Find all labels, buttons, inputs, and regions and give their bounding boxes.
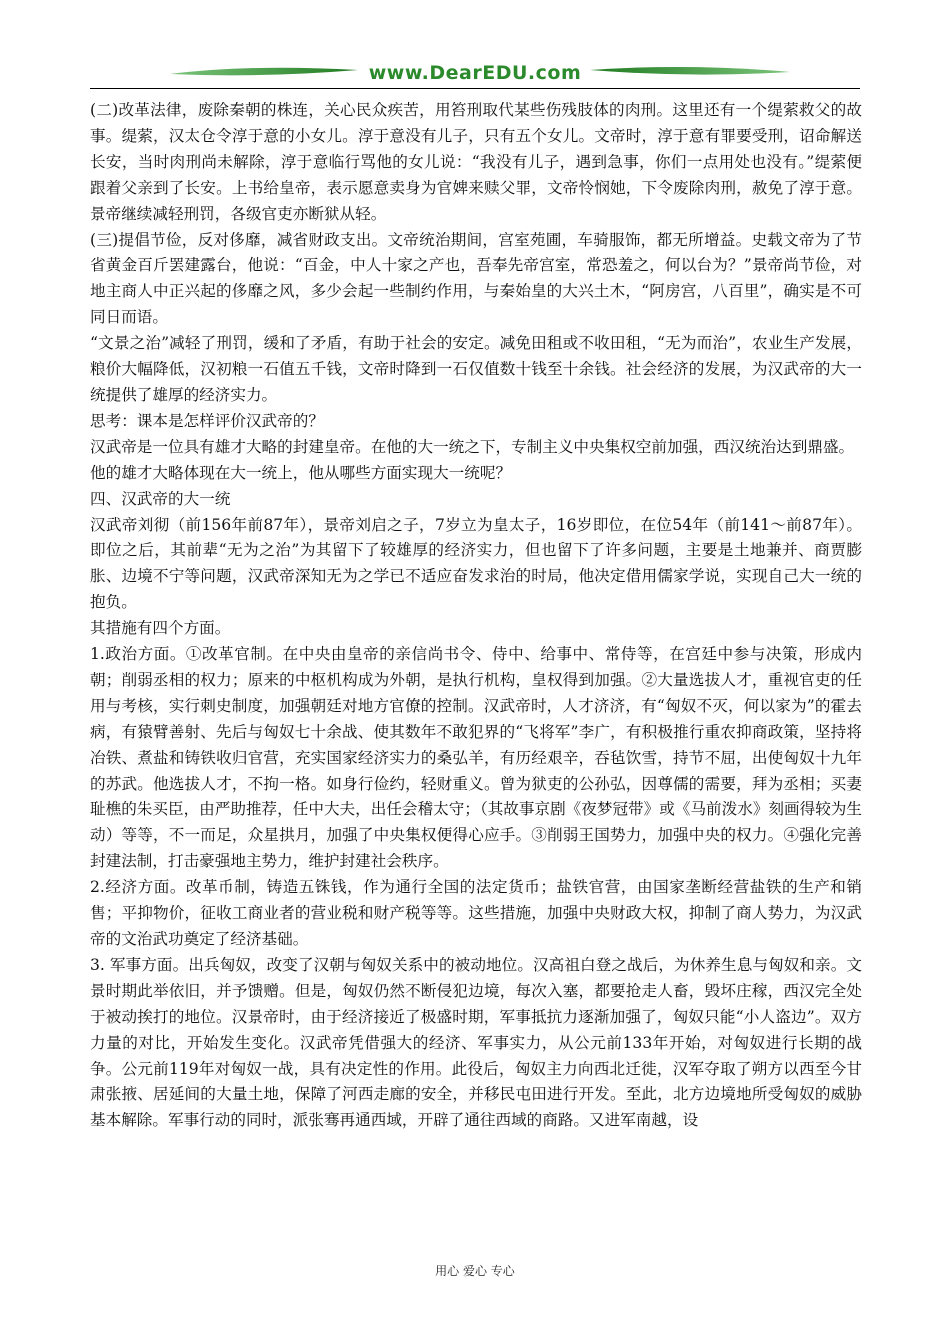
header-divider <box>90 88 860 89</box>
paragraph: 思考：课本是怎样评价汉武帝的？ <box>90 411 324 430</box>
paragraph: 1.政治方面。①改革官制。在中央由皇帝的亲信尚书令、侍中、给事中、常侍等，在宫廷中参与决策，形成内朝；削弱丞相的权力；原来的中枢机构成为外朝，是执行机构，皇权得到加强。②大量选拔人才，重视官吏的任用与考核，实行刺史制度，加强朝廷对地方官僚的控制。汉武帝时，人才济济，有“匈奴不灭，何以家为”的霍去病，有猿臂善射、先后与匈奴七十余战、使其数年不敢犯界的“飞将军”李广，有积极推行重农抑商政策，坚持将冶铁、煮盐和铸铁收归官营，充实国家经济实力的桑弘羊，有历经艰辛，吞毡饮雪，持节不屈，出使匈奴十九年的苏武。他选拔人才，不拘一格。如身行俭约，轻财重义。曾为狱吏的公孙弘，因尊儒的需要，拜为丞相；买妻耻樵的朱买臣，由严助推荐，任中大夫，出任会稽太守；（其故事京剧《夜梦冠带》或《马前泼水》刻画得较为生动）等等，不一而足，众星拱月，加强了中央集权便得心应手。③削弱王国势力，加强中央的权力。④强化完善封建法制，打击豪强地主势力，维护封建社会秩序。 <box>90 645 862 871</box>
page-header <box>90 58 860 94</box>
document-body <box>90 98 862 1134</box>
paragraph: “文景之治”减轻了刑罚，缓和了矛盾，有助于社会的安定。减免田租或不收田租，“无为而治”，农业生产发展，粮价大幅降低，汉初粮一石值五千钱，文帝时降到一石仅值数十钱至十余钱。社会经济的发展，为汉武帝的大一统提供了雄厚的经济实力。 <box>90 334 862 404</box>
section-heading: 四、汉武帝的大一统 <box>90 489 231 508</box>
paragraph: 2.经济方面。改革币制，铸造五铢钱，作为通行全国的法定货币；盐铁官营，由国家垄断经营盐铁的生产和销售；平抑物价，征收工商业者的营业税和财产税等等。这些措施，加强中央财政大权，抑制了商人势力，为汉武帝的文治武功奠定了经济基础。 <box>90 878 862 948</box>
paragraph: (二)改革法律，废除秦朝的株连，关心民众疾苦，用笞刑取代某些伤残肢体的肉刑。这里还有一个缇萦救父的故事。缇萦，汉太仓令淳于意的小女儿。淳于意没有儿子，只有五个女儿。文帝时，淳于意有罪要受刑，诏命解送长安，当时肉刑尚未解除，淳于意临行骂他的女儿说：“我没有儿子，遇到急事，你们一点用处也没有。”缇萦便跟着父亲到了长安。上书给皇帝，表示愿意卖身为官婢来赎父罪，文帝怜悯她，下令废除肉刑，赦免了淳于意。景帝继续减轻刑罚，各级官吏亦断狱从轻。 <box>90 101 862 223</box>
site-logo-text: www.DearEDU.com <box>368 62 582 84</box>
paragraph: 3. 军事方面。出兵匈奴，改变了汉朝与匈奴关系中的被动地位。汉高祖白登之战后，为休养生息与匈奴和亲。文景时期此举依旧，并予馈赠。但是，匈奴仍然不断侵犯边境，每次入塞，都要抢走人畜，毁坏庄稼，西汉完全处于被动挨打的地位。汉景帝时，由于经济接近了极盛时期，军事抵抗力逐渐加强了，匈奴只能“小人盗边”。双方力量的对比，开始发生变化。汉武帝凭借强大的经济、军事实力，从公元前133年开始，对匈奴进行长期的战争。公元前119年对匈奴一战，具有决定性的作用。此役后，匈奴主力向西北迁徙，汉军夺取了朔方以西至今甘肃张掖、居延间的大量土地，保障了河西走廊的安全，并移民屯田进行开发。至此，北方边境地所受匈奴的威胁基本解除。军事行动的同时，派张骞再通西域，开辟了通往西域的商路。又进军南越，设 <box>90 955 862 1130</box>
page-footer: 用心 爱心 专心 <box>435 1264 515 1278</box>
paragraph: 他的雄才大略体现在大一统上，他从哪些方面实现大一统呢？ <box>90 463 512 482</box>
paragraph: 汉武帝是一位具有雄才大略的封建皇帝。在他的大一统之下，专制主义中央集权空前加强，西汉统治达到鼎盛。 <box>90 437 855 456</box>
paragraph: 汉武帝刘彻（前156年前87年），景帝刘启之子，7岁立为皇太子，16岁即位，在位54年（前141～前87年）。即位之后，其前辈“无为之治”为其留下了较雄厚的经济实力，但也留下了许多问题，主要是土地兼并、商贾膨胀、边境不宁等问题，汉武帝深知无为之学已不适应奋发求治的时局，他决定借用儒家学说，实现自己大一统的抱负。 <box>90 515 862 612</box>
paragraph: 其措施有四个方面。 <box>90 619 231 638</box>
paragraph: (三)提倡节俭，反对侈靡，减省财政支出。文帝统治期间，宫室苑圃，车骑服饰，都无所增益。史载文帝为了节省黄金百斤罢建露台，他说：“百金，中人十家之产也，吾奉先帝宫室，常恐羞之，何以台为？”景帝尚节俭，对地主商人中正兴起的侈靡之风，多少会起一些制约作用，与秦始皇的大兴土木，“阿房宫，八百里”，确实是不可同日而语。 <box>90 230 862 327</box>
